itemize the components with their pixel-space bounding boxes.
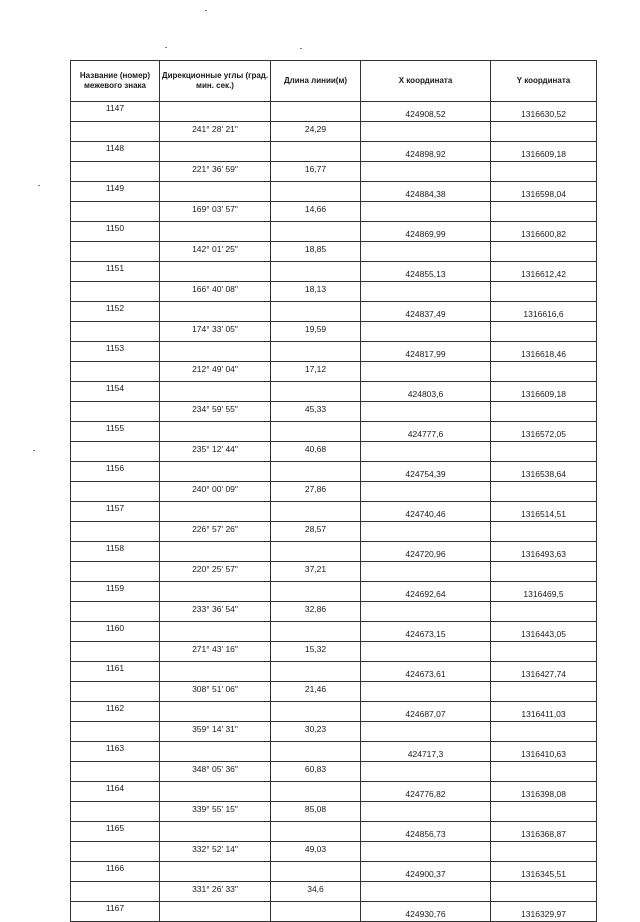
empty-cell: [71, 362, 160, 382]
marker-name-cell: 1161: [71, 662, 160, 682]
boundary-coordinates-table: [70, 60, 597, 922]
x-coordinate-cell: 424692,64: [361, 582, 491, 602]
table-row-segment: [71, 442, 597, 462]
direction-angle-cell: 212° 49' 04": [160, 362, 271, 382]
direction-angle-cell: 241° 28' 21": [160, 122, 271, 142]
empty-cell: [361, 602, 491, 622]
y-coordinate-cell: 1316630,52: [491, 102, 597, 122]
marker-name-cell: 1150: [71, 222, 160, 242]
y-coordinate-cell: 1316329,97: [491, 902, 597, 922]
table-row-point: [71, 462, 597, 482]
table-row-point: [71, 302, 597, 322]
direction-angle-cell: 359° 14' 31": [160, 722, 271, 742]
empty-cell: [361, 802, 491, 822]
empty-cell: [160, 262, 271, 282]
empty-cell: [491, 202, 597, 222]
line-length-cell: 24,29: [271, 122, 361, 142]
empty-cell: [71, 282, 160, 302]
empty-cell: [271, 222, 361, 242]
empty-cell: [160, 702, 271, 722]
y-coordinate-cell: 1316612,42: [491, 262, 597, 282]
empty-cell: [271, 182, 361, 202]
empty-cell: [361, 562, 491, 582]
line-length-cell: 18,85: [271, 242, 361, 262]
table-row-segment: [71, 322, 597, 342]
empty-cell: [71, 442, 160, 462]
x-coordinate-cell: 424754,39: [361, 462, 491, 482]
scan-speck: [165, 47, 167, 48]
marker-name-cell: 1165: [71, 822, 160, 842]
table-row-segment: [71, 642, 597, 662]
empty-cell: [361, 202, 491, 222]
direction-angle-cell: 233° 36' 54": [160, 602, 271, 622]
empty-cell: [160, 782, 271, 802]
table-row-point: [71, 502, 597, 522]
table-row-segment: [71, 802, 597, 822]
empty-cell: [160, 542, 271, 562]
empty-cell: [271, 742, 361, 762]
empty-cell: [271, 662, 361, 682]
table-row-point: [71, 822, 597, 842]
direction-angle-cell: 308° 51' 06": [160, 682, 271, 702]
marker-name-cell: 1153: [71, 342, 160, 362]
empty-cell: [271, 382, 361, 402]
empty-cell: [160, 582, 271, 602]
direction-angle-cell: 174° 33' 05": [160, 322, 271, 342]
table-row-point: [71, 182, 597, 202]
x-coordinate-cell: 424717,3: [361, 742, 491, 762]
empty-cell: [71, 722, 160, 742]
table-row-point: [71, 622, 597, 642]
marker-name-cell: 1156: [71, 462, 160, 482]
y-coordinate-cell: 1316410,63: [491, 742, 597, 762]
empty-cell: [361, 842, 491, 862]
y-coordinate-cell: 1316398,08: [491, 782, 597, 802]
y-coordinate-cell: 1316618,46: [491, 342, 597, 362]
y-coordinate-cell: 1316427,74: [491, 662, 597, 682]
y-coordinate-cell: 1316609,18: [491, 142, 597, 162]
line-length-cell: 60,83: [271, 762, 361, 782]
empty-cell: [361, 642, 491, 662]
marker-name-cell: 1160: [71, 622, 160, 642]
marker-name-cell: 1155: [71, 422, 160, 442]
table-row-segment: [71, 882, 597, 902]
x-coordinate-cell: 424930,76: [361, 902, 491, 922]
line-length-cell: 30,23: [271, 722, 361, 742]
empty-cell: [160, 342, 271, 362]
line-length-cell: 28,57: [271, 522, 361, 542]
empty-cell: [271, 822, 361, 842]
y-coordinate-cell: 1316598,04: [491, 182, 597, 202]
empty-cell: [271, 782, 361, 802]
empty-cell: [160, 622, 271, 642]
scan-speck: [38, 185, 40, 186]
empty-cell: [71, 642, 160, 662]
line-length-cell: 17,12: [271, 362, 361, 382]
marker-name-cell: 1163: [71, 742, 160, 762]
line-length-cell: 27,86: [271, 482, 361, 502]
x-coordinate-cell: 424900,37: [361, 862, 491, 882]
marker-name-cell: 1148: [71, 142, 160, 162]
table-row-segment: [71, 682, 597, 702]
table-row-point: [71, 102, 597, 122]
empty-cell: [160, 422, 271, 442]
empty-cell: [71, 522, 160, 542]
x-coordinate-cell: 424673,15: [361, 622, 491, 642]
direction-angle-cell: 235° 12' 44": [160, 442, 271, 462]
empty-cell: [271, 542, 361, 562]
empty-cell: [491, 122, 597, 142]
y-coordinate-cell: 1316469,5: [491, 582, 597, 602]
direction-angle-cell: 271° 43' 16": [160, 642, 271, 662]
header-y-coordinate: Y координата: [491, 61, 597, 102]
empty-cell: [491, 802, 597, 822]
x-coordinate-cell: 424884,38: [361, 182, 491, 202]
y-coordinate-cell: 1316600,82: [491, 222, 597, 242]
empty-cell: [160, 222, 271, 242]
empty-cell: [361, 362, 491, 382]
empty-cell: [160, 502, 271, 522]
table-row-point: [71, 142, 597, 162]
header-x-coordinate: X координата: [361, 61, 491, 102]
empty-cell: [361, 162, 491, 182]
table-row-point: [71, 742, 597, 762]
x-coordinate-cell: 424817,99: [361, 342, 491, 362]
empty-cell: [71, 682, 160, 702]
empty-cell: [71, 322, 160, 342]
direction-angle-cell: 169° 03' 57": [160, 202, 271, 222]
line-length-cell: 14,66: [271, 202, 361, 222]
x-coordinate-cell: 424740,46: [361, 502, 491, 522]
empty-cell: [361, 322, 491, 342]
empty-cell: [491, 722, 597, 742]
empty-cell: [71, 402, 160, 422]
table-row-point: [71, 382, 597, 402]
empty-cell: [361, 762, 491, 782]
x-coordinate-cell: 424720,96: [361, 542, 491, 562]
table-row-point: [71, 662, 597, 682]
table-row-point: [71, 222, 597, 242]
table-row-segment: [71, 842, 597, 862]
empty-cell: [491, 762, 597, 782]
line-length-cell: 15,32: [271, 642, 361, 662]
x-coordinate-cell: 424869,99: [361, 222, 491, 242]
marker-name-cell: 1154: [71, 382, 160, 402]
y-coordinate-cell: 1316368,87: [491, 822, 597, 842]
marker-name-cell: 1152: [71, 302, 160, 322]
table-row-segment: [71, 242, 597, 262]
empty-cell: [491, 242, 597, 262]
empty-cell: [160, 302, 271, 322]
marker-name-cell: 1151: [71, 262, 160, 282]
empty-cell: [271, 102, 361, 122]
y-coordinate-cell: 1316538,64: [491, 462, 597, 482]
y-coordinate-cell: 1316443,05: [491, 622, 597, 642]
empty-cell: [160, 462, 271, 482]
scan-speck: [205, 10, 207, 11]
table-row-point: [71, 422, 597, 442]
empty-cell: [491, 602, 597, 622]
empty-cell: [361, 522, 491, 542]
empty-cell: [71, 162, 160, 182]
direction-angle-cell: 331° 26' 33": [160, 882, 271, 902]
scan-speck: [33, 450, 35, 451]
table-row-point: [71, 342, 597, 362]
table-row-point: [71, 702, 597, 722]
empty-cell: [160, 862, 271, 882]
empty-cell: [71, 762, 160, 782]
empty-cell: [271, 342, 361, 362]
empty-cell: [71, 842, 160, 862]
empty-cell: [361, 122, 491, 142]
marker-name-cell: 1167: [71, 902, 160, 922]
empty-cell: [160, 382, 271, 402]
line-length-cell: 85,08: [271, 802, 361, 822]
header-marker-name: Название (номер) межевого знака: [71, 61, 160, 102]
empty-cell: [491, 442, 597, 462]
table-row-point: [71, 542, 597, 562]
x-coordinate-cell: 424856,73: [361, 822, 491, 842]
empty-cell: [71, 882, 160, 902]
empty-cell: [271, 582, 361, 602]
direction-angle-cell: 226° 57' 26": [160, 522, 271, 542]
empty-cell: [271, 502, 361, 522]
direction-angle-cell: 234° 59' 55": [160, 402, 271, 422]
empty-cell: [160, 182, 271, 202]
empty-cell: [491, 522, 597, 542]
empty-cell: [71, 242, 160, 262]
empty-cell: [361, 442, 491, 462]
empty-cell: [71, 202, 160, 222]
y-coordinate-cell: 1316514,51: [491, 502, 597, 522]
table-row-segment: [71, 482, 597, 502]
empty-cell: [271, 702, 361, 722]
empty-cell: [271, 262, 361, 282]
x-coordinate-cell: 424777,6: [361, 422, 491, 442]
table-row-segment: [71, 362, 597, 382]
x-coordinate-cell: 424837,49: [361, 302, 491, 322]
empty-cell: [361, 482, 491, 502]
marker-name-cell: 1158: [71, 542, 160, 562]
empty-cell: [160, 742, 271, 762]
empty-cell: [71, 122, 160, 142]
y-coordinate-cell: 1316411,03: [491, 702, 597, 722]
empty-cell: [160, 662, 271, 682]
marker-name-cell: 1164: [71, 782, 160, 802]
direction-angle-cell: 339° 55' 15": [160, 802, 271, 822]
empty-cell: [160, 142, 271, 162]
empty-cell: [271, 422, 361, 442]
empty-cell: [71, 802, 160, 822]
empty-cell: [491, 682, 597, 702]
empty-cell: [71, 602, 160, 622]
table-row-segment: [71, 762, 597, 782]
y-coordinate-cell: 1316616,6: [491, 302, 597, 322]
header-direction-angle: Дирекционные углы (град. мин. сек.): [160, 61, 271, 102]
empty-cell: [160, 102, 271, 122]
empty-cell: [271, 622, 361, 642]
x-coordinate-cell: 424803,6: [361, 382, 491, 402]
table-row-segment: [71, 602, 597, 622]
table-header-row: [71, 61, 597, 102]
direction-angle-cell: 220° 25' 57": [160, 562, 271, 582]
line-length-cell: 37,21: [271, 562, 361, 582]
line-length-cell: 18,13: [271, 282, 361, 302]
table-row-segment: [71, 122, 597, 142]
table-row-segment: [71, 402, 597, 422]
empty-cell: [491, 322, 597, 342]
direction-angle-cell: 166° 40' 08": [160, 282, 271, 302]
line-length-cell: 34,6: [271, 882, 361, 902]
empty-cell: [361, 282, 491, 302]
marker-name-cell: 1147: [71, 102, 160, 122]
direction-angle-cell: 348° 05' 36": [160, 762, 271, 782]
empty-cell: [71, 562, 160, 582]
empty-cell: [271, 142, 361, 162]
marker-name-cell: 1162: [71, 702, 160, 722]
marker-name-cell: 1157: [71, 502, 160, 522]
x-coordinate-cell: 424687,07: [361, 702, 491, 722]
table-row-segment: [71, 562, 597, 582]
direction-angle-cell: 142° 01' 25": [160, 242, 271, 262]
line-length-cell: 21,46: [271, 682, 361, 702]
x-coordinate-cell: 424855,13: [361, 262, 491, 282]
empty-cell: [361, 402, 491, 422]
marker-name-cell: 1159: [71, 582, 160, 602]
empty-cell: [361, 682, 491, 702]
x-coordinate-cell: 424908,52: [361, 102, 491, 122]
empty-cell: [271, 462, 361, 482]
y-coordinate-cell: 1316345,51: [491, 862, 597, 882]
line-length-cell: 16,77: [271, 162, 361, 182]
table-row-segment: [71, 202, 597, 222]
direction-angle-cell: 332° 52' 14": [160, 842, 271, 862]
y-coordinate-cell: 1316572,05: [491, 422, 597, 442]
line-length-cell: 45,33: [271, 402, 361, 422]
y-coordinate-cell: 1316609,18: [491, 382, 597, 402]
table-row-segment: [71, 722, 597, 742]
x-coordinate-cell: 424776,82: [361, 782, 491, 802]
empty-cell: [491, 162, 597, 182]
x-coordinate-cell: 424673,61: [361, 662, 491, 682]
x-coordinate-cell: 424898,92: [361, 142, 491, 162]
table-row-point: [71, 862, 597, 882]
empty-cell: [71, 482, 160, 502]
table-row-segment: [71, 282, 597, 302]
table-body: [71, 102, 597, 922]
header-line-length: Длина линии(м): [271, 61, 361, 102]
empty-cell: [361, 882, 491, 902]
scan-speck: [300, 48, 302, 49]
line-length-cell: 40,68: [271, 442, 361, 462]
line-length-cell: 32,86: [271, 602, 361, 622]
empty-cell: [160, 822, 271, 842]
empty-cell: [491, 362, 597, 382]
y-coordinate-cell: 1316493,63: [491, 542, 597, 562]
direction-angle-cell: 221° 36' 59": [160, 162, 271, 182]
empty-cell: [271, 862, 361, 882]
empty-cell: [491, 482, 597, 502]
empty-cell: [271, 302, 361, 322]
table-row-segment: [71, 522, 597, 542]
empty-cell: [491, 282, 597, 302]
empty-cell: [491, 562, 597, 582]
table-row-point: [71, 582, 597, 602]
marker-name-cell: 1166: [71, 862, 160, 882]
table-row-point: [71, 262, 597, 282]
empty-cell: [361, 722, 491, 742]
marker-name-cell: 1149: [71, 182, 160, 202]
table-row-point: [71, 782, 597, 802]
table-row-segment: [71, 162, 597, 182]
empty-cell: [491, 842, 597, 862]
empty-cell: [491, 642, 597, 662]
direction-angle-cell: 240° 00' 09": [160, 482, 271, 502]
line-length-cell: 49,03: [271, 842, 361, 862]
line-length-cell: 19,59: [271, 322, 361, 342]
empty-cell: [491, 882, 597, 902]
empty-cell: [491, 402, 597, 422]
empty-cell: [361, 242, 491, 262]
